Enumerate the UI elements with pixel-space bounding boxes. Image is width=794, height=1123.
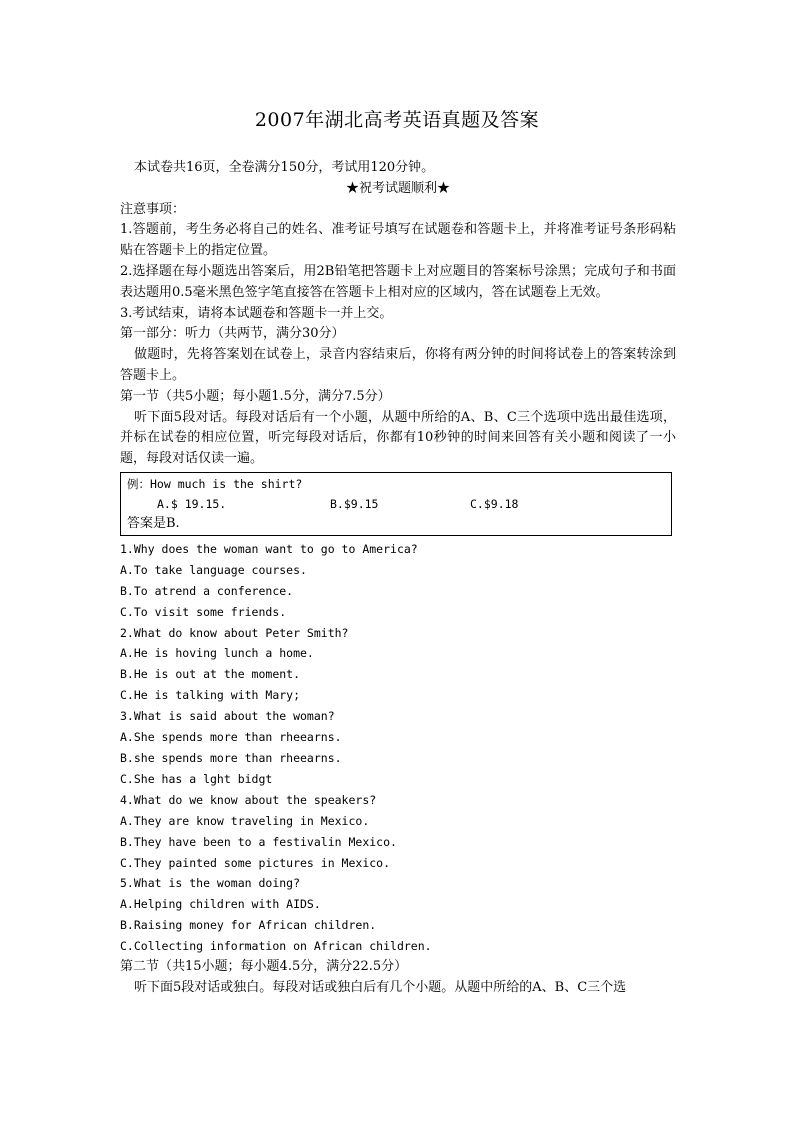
question-text: 3.What is said about the woman? [120, 709, 335, 724]
example-option-b: B.$9.15 [330, 496, 379, 511]
example-answer: 答案是B. [127, 515, 180, 531]
intro-text: 本试卷共16页，全卷满分150分，考试用120分钟。 [134, 160, 435, 175]
option-a: A.She spends more than rheearns. [120, 730, 342, 745]
option-c: C.They painted some pictures in Mexico. [120, 855, 391, 870]
option-b: B.she spends more than rheearns. [120, 751, 342, 766]
example-option-a: A.$ 19.15. [157, 496, 227, 511]
question-text: 1.Why does the woman want to go to America? [120, 541, 418, 556]
question-text: 2.What do know about Peter Smith? [120, 625, 349, 640]
option-a: A.They are know traveling in Mexico. [120, 813, 370, 828]
notice-item: 2.选择题在每小题选出答案后，用2B铅笔把答题卡上对应题目的答案标号涂黑；完成句子和书面表达题用0.5毫米黑色签字笔直接答在答题卡上相对应的区域内，答在试题卷上无效。 [120, 263, 676, 300]
notice-item: 1.答题前，考生务必将自己的姓名、准考证号填写在试题卷和答题卡上，并将准考证号条形码粘贴在答题卡上的指定位置。 [120, 222, 676, 259]
option-a: A.Helping children with AIDS. [120, 897, 321, 912]
question-text: 5.What is the woman doing? [120, 876, 301, 891]
option-b: B.To atrend a conference. [120, 583, 294, 598]
part1-instruction: 做题时，先将答案划在试卷上，录音内容结束后，你将有两分钟的时间将试卷上的答案转涂到答题卡上。 [120, 347, 676, 383]
example-box [120, 472, 672, 536]
page-title: 2007年湖北高考英语真题及答案 [254, 109, 540, 131]
option-c: C.He is talking with Mary; [120, 688, 301, 703]
option-b: B.They have been to a festivalin Mexico. [120, 834, 397, 849]
example-option-c: C.$9.18 [470, 496, 519, 511]
option-c: C.She has a lght bidgt [120, 771, 273, 786]
option-b: B.Raising money for African children. [120, 918, 377, 933]
document-body [120, 158, 676, 999]
question-list [120, 539, 676, 957]
example-question: 例：How much is the shirt? [127, 476, 303, 491]
notice-item: 3.考试结束，请将本试题卷和答题卡一并上交。 [120, 305, 393, 321]
section2-heading: 第二节（共15小题；每小题4.5分，满分22.5分） [120, 959, 408, 975]
option-b: B.He is out at the moment. [120, 667, 301, 682]
option-c: C.To visit some friends. [120, 604, 287, 619]
wish-banner: ★祝考试题顺利★ [345, 180, 450, 196]
section1-instruction: 听下面5段对话。每段对话后有一个小题，从题中所给的A、B、C三个选项中选出最佳选项，并标在试卷的相应位置，听完每段对话后，你都有10秒钟的时间来回答有关小题和阅读了一小题，每段对话仅读一遍。 [120, 409, 676, 467]
part1-heading: 第一部分：听力（共两节，满分30分） [120, 326, 345, 342]
option-a: A.To take language courses. [120, 562, 307, 577]
question-text: 4.What do we know about the speakers? [120, 792, 377, 807]
section2-instruction: 听下面5段对话或独白。每段对话或独白后有几个小题。从题中所给的A、B、C三个选 [134, 979, 627, 995]
option-c: C.Collecting information on African children. [120, 939, 432, 954]
example-options [127, 494, 665, 514]
option-a: A.He is hoving lunch a home. [120, 646, 314, 661]
notice-heading: 注意事项： [120, 201, 186, 217]
section1-heading: 第一节（共5小题；每小题1.5分，满分7.5分） [120, 388, 391, 404]
